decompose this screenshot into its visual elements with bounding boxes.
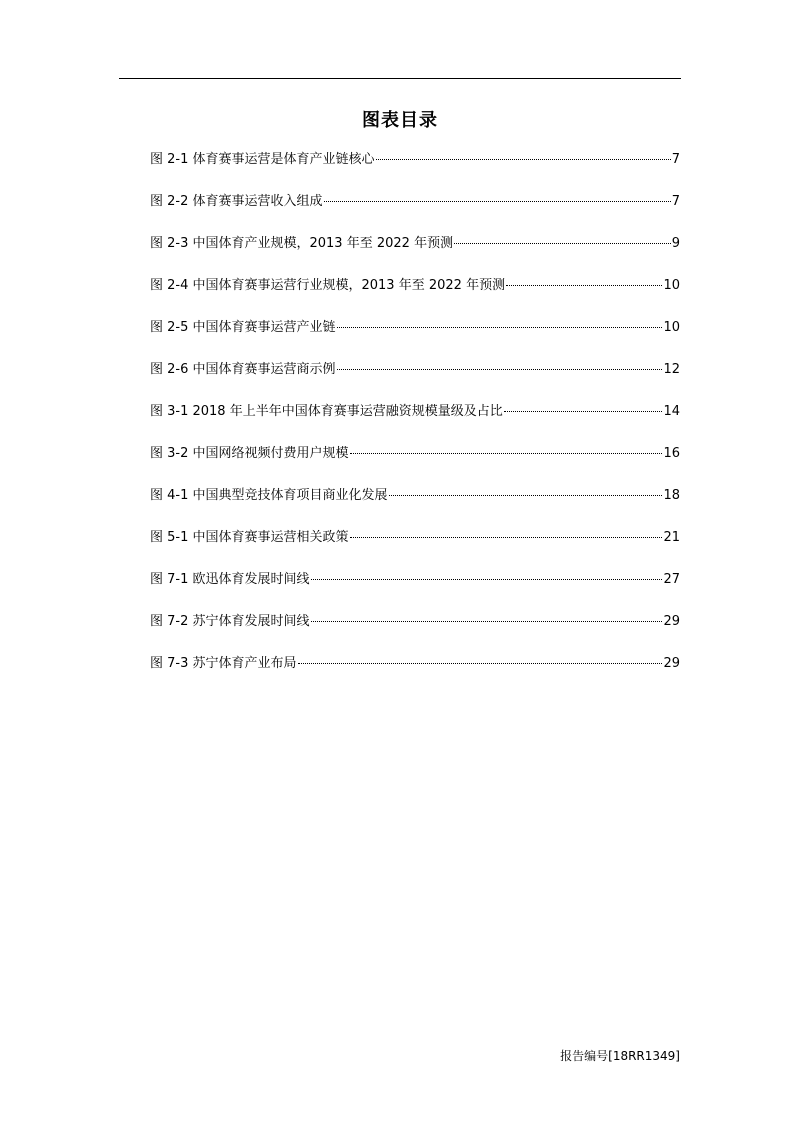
toc-entry-page-number: 21 — [663, 530, 680, 545]
toc-entry-page-number: 14 — [663, 404, 680, 419]
toc-entry[interactable] — [150, 570, 680, 612]
toc-dot-leader — [454, 243, 671, 244]
toc-entry[interactable] — [150, 192, 680, 234]
toc-entry-label: 图 2-3 中国体育产业规模，2013 年至 2022 年预测 — [150, 236, 454, 251]
toc-entry-label: 图 3-2 中国网络视频付费用户规模 — [150, 446, 349, 461]
toc-list — [150, 150, 680, 696]
toc-entry[interactable] — [150, 276, 680, 318]
toc-entry[interactable] — [150, 486, 680, 528]
toc-entry-page-number: 7 — [671, 194, 680, 209]
toc-dot-leader — [311, 579, 663, 580]
toc-entry-label: 图 5-1 中国体育赛事运营相关政策 — [150, 530, 349, 545]
toc-dot-leader — [311, 621, 663, 622]
toc-entry-label: 图 2-2 体育赛事运营收入组成 — [150, 194, 323, 209]
header-rule — [119, 78, 681, 79]
toc-dot-leader — [350, 537, 663, 538]
toc-entry-page-number: 27 — [663, 572, 680, 587]
toc-entry[interactable] — [150, 150, 680, 192]
toc-entry-page-number: 9 — [671, 236, 680, 251]
toc-entry-page-number: 29 — [663, 656, 680, 671]
toc-dot-leader — [337, 327, 663, 328]
toc-entry-page-number: 10 — [663, 278, 680, 293]
toc-entry[interactable] — [150, 444, 680, 486]
toc-entry-label: 图 2-5 中国体育赛事运营产业链 — [150, 320, 336, 335]
toc-entry[interactable] — [150, 402, 680, 444]
toc-dot-leader — [298, 663, 663, 664]
toc-dot-leader — [506, 285, 662, 286]
toc-entry-label: 图 2-1 体育赛事运营是体育产业链核心 — [150, 152, 375, 167]
toc-entry-page-number: 12 — [663, 362, 680, 377]
toc-entry[interactable] — [150, 360, 680, 402]
toc-entry[interactable] — [150, 654, 680, 696]
toc-dot-leader — [350, 453, 663, 454]
toc-dot-leader — [389, 495, 663, 496]
toc-dot-leader — [324, 201, 671, 202]
toc-entry-label: 图 2-6 中国体育赛事运营商示例 — [150, 362, 336, 377]
toc-entry-label: 图 7-3 苏宁体育产业布局 — [150, 656, 297, 671]
toc-dot-leader — [337, 369, 663, 370]
toc-entry-label: 图 7-1 欧迅体育发展时间线 — [150, 572, 310, 587]
toc-entry[interactable] — [150, 318, 680, 360]
toc-entry-label: 图 3-1 2018 年上半年中国体育赛事运营融资规模量级及占比 — [150, 404, 503, 419]
toc-entry-page-number: 16 — [663, 446, 680, 461]
toc-dot-leader — [504, 411, 663, 412]
toc-entry-page-number: 29 — [663, 614, 680, 629]
toc-entry-label: 图 4-1 中国典型竞技体育项目商业化发展 — [150, 488, 388, 503]
toc-entry-page-number: 7 — [671, 152, 680, 167]
toc-entry-label: 图 2-4 中国体育赛事运营行业规模，2013 年至 2022 年预测 — [150, 278, 506, 293]
toc-entry[interactable] — [150, 612, 680, 654]
page-title: 图表目录 — [362, 110, 438, 131]
toc-entry[interactable] — [150, 234, 680, 276]
toc-entry[interactable] — [150, 528, 680, 570]
toc-dot-leader — [376, 159, 671, 160]
toc-entry-page-number: 18 — [663, 488, 680, 503]
report-number: 报告编号[18RR1349] — [560, 1049, 680, 1063]
toc-entry-label: 图 7-2 苏宁体育发展时间线 — [150, 614, 310, 629]
toc-entry-page-number: 10 — [663, 320, 680, 335]
